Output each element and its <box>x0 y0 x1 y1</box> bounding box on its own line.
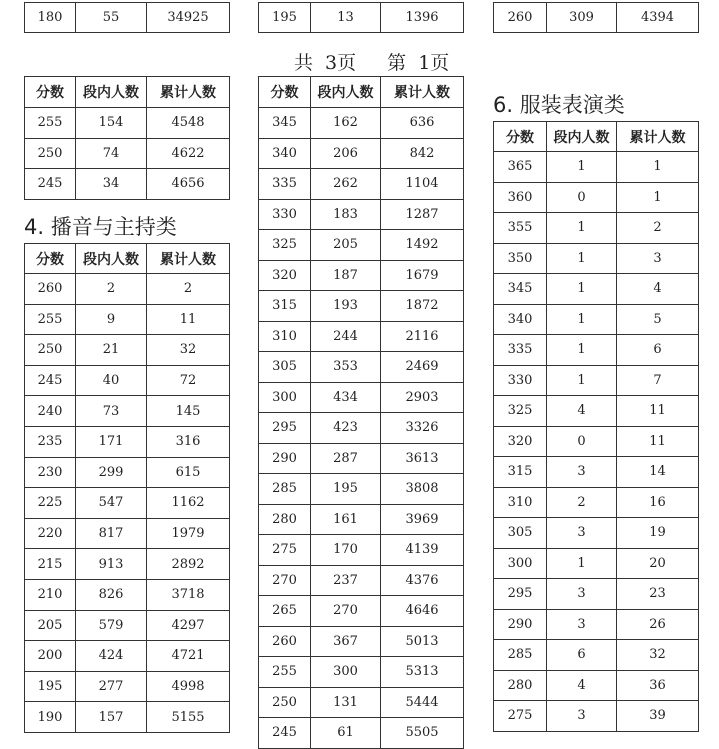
cumulative-count-cell: 4656 <box>147 169 230 200</box>
cumulative-count-cell: 11 <box>617 426 699 457</box>
score-cell: 250 <box>259 687 311 718</box>
segment-count-cell: 3 <box>547 579 617 610</box>
score-cell: 255 <box>25 108 76 139</box>
score-header: 分数 <box>25 244 76 274</box>
page-indicator: 共 3页 第 1页 <box>294 52 450 74</box>
score-cell: 330 <box>259 199 311 230</box>
segment-count-cell: 1 <box>547 548 617 579</box>
segment-count-cell: 270 <box>311 596 381 627</box>
segment-count-cell: 4 <box>547 396 617 427</box>
table-row <box>259 626 464 657</box>
cumulative-count-cell: 2 <box>617 213 699 244</box>
table-row <box>259 596 464 627</box>
cumulative-count-cell: 145 <box>147 396 230 427</box>
segment-count-cell: 423 <box>311 413 381 444</box>
cumulative-count-cell: 32 <box>147 335 230 366</box>
segment-count-cell: 73 <box>76 396 147 427</box>
middle-score-table <box>258 76 464 749</box>
cumulative-count-cell: 1679 <box>381 260 464 291</box>
score-cell: 325 <box>259 230 311 261</box>
table-row <box>494 213 699 244</box>
score-header: 分数 <box>494 122 547 152</box>
segment-count-cell: 287 <box>311 443 381 474</box>
score-cell: 260 <box>25 274 76 305</box>
table-row <box>494 457 699 488</box>
segment-count-cell: 13 <box>311 3 381 33</box>
score-cell: 315 <box>494 457 547 488</box>
segment-count-cell: 61 <box>311 718 381 749</box>
segment-count-cell: 2 <box>76 274 147 305</box>
segment-count-cell: 1 <box>547 243 617 274</box>
cumulative-count-cell: 4998 <box>147 671 230 702</box>
segment-count-cell: 162 <box>311 108 381 139</box>
table-row <box>259 382 464 413</box>
score-cell: 255 <box>25 304 76 335</box>
score-cell: 340 <box>494 304 547 335</box>
table-row <box>494 396 699 427</box>
segment-count-cell: 206 <box>311 138 381 169</box>
table-row <box>25 457 230 488</box>
table-row <box>494 152 699 183</box>
score-header: 分数 <box>259 77 311 108</box>
cumulative-count-cell: 72 <box>147 365 230 396</box>
cumulative-count-cell: 4 <box>617 274 699 305</box>
table-row <box>25 549 230 580</box>
score-cell: 345 <box>494 274 547 305</box>
segment-count-cell: 237 <box>311 565 381 596</box>
segment-count-cell: 434 <box>311 382 381 413</box>
score-cell: 220 <box>25 518 76 549</box>
cumulative-count-cell: 615 <box>147 457 230 488</box>
table-row <box>259 260 464 291</box>
segment-count-cell: 9 <box>76 304 147 335</box>
cumulative-count-cell: 3808 <box>381 474 464 505</box>
table-row <box>259 352 464 383</box>
table-row <box>494 365 699 396</box>
cumulative-count-cell: 1287 <box>381 199 464 230</box>
table-row <box>494 518 699 549</box>
segment-count-cell: 131 <box>311 687 381 718</box>
score-cell: 215 <box>25 549 76 580</box>
score-cell: 245 <box>25 169 76 200</box>
segment-count-header: 段内人数 <box>76 244 147 274</box>
score-cell: 320 <box>494 426 547 457</box>
segment-count-cell: 171 <box>76 426 147 457</box>
score-cell: 180 <box>25 3 76 33</box>
table-row <box>259 718 464 749</box>
segment-count-cell: 154 <box>76 108 147 139</box>
cumulative-count-cell: 842 <box>381 138 464 169</box>
cumulative-count-cell: 4297 <box>147 610 230 641</box>
table-row <box>494 548 699 579</box>
cumulative-count-cell: 34925 <box>147 3 230 33</box>
table-header-row <box>25 244 230 274</box>
segment-count-cell: 21 <box>76 335 147 366</box>
table-row <box>25 365 230 396</box>
segment-count-cell: 1 <box>547 335 617 366</box>
score-cell: 280 <box>494 670 547 701</box>
segment-count-cell: 40 <box>76 365 147 396</box>
score-cell: 290 <box>494 609 547 640</box>
table-row <box>494 579 699 610</box>
cumulative-count-cell: 11 <box>617 396 699 427</box>
segment-count-cell: 817 <box>76 518 147 549</box>
cumulative-count-cell: 5505 <box>381 718 464 749</box>
score-cell: 290 <box>259 443 311 474</box>
table-row <box>494 243 699 274</box>
table-row <box>259 3 464 33</box>
segment-count-header: 段内人数 <box>76 77 147 108</box>
cumulative-count-cell: 316 <box>147 426 230 457</box>
cumulative-count-header: 累计人数 <box>617 122 699 152</box>
segment-count-cell: 1 <box>547 213 617 244</box>
segment-count-cell: 826 <box>76 579 147 610</box>
table-row <box>25 702 230 733</box>
cumulative-count-cell: 6 <box>617 335 699 366</box>
segment-count-cell: 2 <box>547 487 617 518</box>
cumulative-count-cell: 5444 <box>381 687 464 718</box>
segment-count-cell: 277 <box>76 671 147 702</box>
table-row <box>25 138 230 169</box>
cumulative-count-header: 累计人数 <box>147 77 230 108</box>
segment-count-cell: 74 <box>76 138 147 169</box>
table-row <box>25 610 230 641</box>
segment-count-cell: 3 <box>547 518 617 549</box>
score-cell: 280 <box>259 504 311 535</box>
segment-count-cell: 262 <box>311 169 381 200</box>
table-header-row <box>25 77 230 108</box>
top-left-partial-table <box>24 2 230 33</box>
cumulative-count-cell: 4646 <box>381 596 464 627</box>
segment-count-cell: 34 <box>76 169 147 200</box>
broadcasting-score-table <box>24 243 230 733</box>
cumulative-count-cell: 1 <box>617 182 699 213</box>
score-cell: 260 <box>494 3 547 33</box>
table-row <box>259 138 464 169</box>
segment-count-cell: 1 <box>547 152 617 183</box>
cumulative-count-cell: 1104 <box>381 169 464 200</box>
segment-count-cell: 579 <box>76 610 147 641</box>
table-row <box>25 108 230 139</box>
score-cell: 360 <box>494 182 547 213</box>
table-row <box>25 671 230 702</box>
cumulative-count-cell: 636 <box>381 108 464 139</box>
segment-count-cell: 913 <box>76 549 147 580</box>
table-row <box>259 443 464 474</box>
score-cell: 325 <box>494 396 547 427</box>
cumulative-count-cell: 2903 <box>381 382 464 413</box>
segment-count-cell: 353 <box>311 352 381 383</box>
table-row <box>494 304 699 335</box>
table-row <box>259 291 464 322</box>
segment-count-header: 段内人数 <box>311 77 381 108</box>
table-row <box>259 504 464 535</box>
cumulative-count-cell: 3969 <box>381 504 464 535</box>
segment-count-cell: 195 <box>311 474 381 505</box>
score-cell: 335 <box>494 335 547 366</box>
table-header-row <box>494 122 699 152</box>
score-cell: 300 <box>259 382 311 413</box>
table-row <box>25 169 230 200</box>
cumulative-count-cell: 23 <box>617 579 699 610</box>
segment-count-cell: 424 <box>76 641 147 672</box>
segment-count-cell: 193 <box>311 291 381 322</box>
cumulative-count-cell: 4548 <box>147 108 230 139</box>
segment-count-cell: 244 <box>311 321 381 352</box>
cumulative-count-cell: 3718 <box>147 579 230 610</box>
cumulative-count-cell: 16 <box>617 487 699 518</box>
cumulative-count-cell: 4721 <box>147 641 230 672</box>
cumulative-count-cell: 3613 <box>381 443 464 474</box>
table-row <box>494 3 699 33</box>
segment-count-cell: 1 <box>547 304 617 335</box>
score-cell: 190 <box>25 702 76 733</box>
score-cell: 260 <box>259 626 311 657</box>
segment-count-header: 段内人数 <box>547 122 617 152</box>
segment-count-cell: 300 <box>311 657 381 688</box>
cumulative-count-cell: 4622 <box>147 138 230 169</box>
score-cell: 230 <box>25 457 76 488</box>
cumulative-count-cell: 4376 <box>381 565 464 596</box>
score-cell: 205 <box>25 610 76 641</box>
table-row <box>25 579 230 610</box>
table-row <box>259 413 464 444</box>
fashion-show-score-table <box>493 121 699 732</box>
segment-count-cell: 4 <box>547 670 617 701</box>
cumulative-count-cell: 3 <box>617 243 699 274</box>
table-row <box>25 426 230 457</box>
score-cell: 275 <box>494 701 547 732</box>
table-row <box>494 670 699 701</box>
table-row <box>259 108 464 139</box>
table-row <box>25 641 230 672</box>
table-row <box>494 701 699 732</box>
segment-count-cell: 0 <box>547 182 617 213</box>
table-row <box>494 335 699 366</box>
table-row <box>259 687 464 718</box>
segment-count-cell: 170 <box>311 535 381 566</box>
score-cell: 335 <box>259 169 311 200</box>
segment-count-cell: 309 <box>547 3 617 33</box>
section-title-broadcasting: 4. 播音与主持类 <box>24 215 177 239</box>
table-row <box>259 230 464 261</box>
score-cell: 305 <box>259 352 311 383</box>
cumulative-count-cell: 1 <box>617 152 699 183</box>
table-row <box>494 640 699 671</box>
table-row <box>259 535 464 566</box>
score-cell: 270 <box>259 565 311 596</box>
cumulative-count-cell: 4394 <box>617 3 699 33</box>
cumulative-count-header: 累计人数 <box>147 244 230 274</box>
score-cell: 350 <box>494 243 547 274</box>
score-cell: 320 <box>259 260 311 291</box>
table-row <box>259 321 464 352</box>
cumulative-count-cell: 3326 <box>381 413 464 444</box>
cumulative-count-cell: 5013 <box>381 626 464 657</box>
segment-count-cell: 183 <box>311 199 381 230</box>
score-cell: 300 <box>494 548 547 579</box>
segment-count-cell: 161 <box>311 504 381 535</box>
segment-count-cell: 0 <box>547 426 617 457</box>
segment-count-cell: 187 <box>311 260 381 291</box>
score-cell: 255 <box>259 657 311 688</box>
score-cell: 310 <box>259 321 311 352</box>
cumulative-count-cell: 4139 <box>381 535 464 566</box>
segment-count-cell: 1 <box>547 365 617 396</box>
score-cell: 365 <box>494 152 547 183</box>
table-row <box>494 274 699 305</box>
score-cell: 330 <box>494 365 547 396</box>
table-row <box>25 518 230 549</box>
cumulative-count-cell: 1492 <box>381 230 464 261</box>
score-cell: 225 <box>25 488 76 519</box>
score-cell: 285 <box>494 640 547 671</box>
table-row <box>494 487 699 518</box>
table-row <box>259 199 464 230</box>
cumulative-count-cell: 5 <box>617 304 699 335</box>
segment-count-cell: 367 <box>311 626 381 657</box>
cumulative-count-cell: 2 <box>147 274 230 305</box>
table-row <box>25 274 230 305</box>
score-cell: 245 <box>259 718 311 749</box>
cumulative-count-cell: 2469 <box>381 352 464 383</box>
segment-count-cell: 547 <box>76 488 147 519</box>
cumulative-count-cell: 1162 <box>147 488 230 519</box>
table-row <box>25 3 230 33</box>
cumulative-count-cell: 20 <box>617 548 699 579</box>
segment-count-cell: 3 <box>547 457 617 488</box>
segment-count-cell: 55 <box>76 3 147 33</box>
cumulative-count-cell: 7 <box>617 365 699 396</box>
table-row <box>494 609 699 640</box>
score-cell: 250 <box>25 138 76 169</box>
cumulative-count-cell: 32 <box>617 640 699 671</box>
score-cell: 245 <box>25 365 76 396</box>
score-cell: 345 <box>259 108 311 139</box>
segment-count-cell: 299 <box>76 457 147 488</box>
table-row <box>259 657 464 688</box>
cumulative-count-cell: 5155 <box>147 702 230 733</box>
table-row <box>259 474 464 505</box>
score-cell: 310 <box>494 487 547 518</box>
score-cell: 195 <box>259 3 311 33</box>
score-cell: 340 <box>259 138 311 169</box>
score-cell: 275 <box>259 535 311 566</box>
table-row <box>259 565 464 596</box>
segment-count-cell: 6 <box>547 640 617 671</box>
table-header-row <box>259 77 464 108</box>
segment-count-cell: 157 <box>76 702 147 733</box>
score-cell: 240 <box>25 396 76 427</box>
score-cell: 195 <box>25 671 76 702</box>
score-cell: 305 <box>494 518 547 549</box>
score-cell: 295 <box>259 413 311 444</box>
cumulative-count-cell: 2116 <box>381 321 464 352</box>
score-cell: 295 <box>494 579 547 610</box>
cumulative-count-cell: 1872 <box>381 291 464 322</box>
score-cell: 210 <box>25 579 76 610</box>
cumulative-count-cell: 1979 <box>147 518 230 549</box>
score-header: 分数 <box>25 77 76 108</box>
section-title-fashion-show: 6. 服装表演类 <box>493 93 625 117</box>
table-row <box>25 488 230 519</box>
cumulative-count-header: 累计人数 <box>381 77 464 108</box>
cumulative-count-cell: 39 <box>617 701 699 732</box>
top-middle-partial-table <box>258 2 464 33</box>
segment-count-cell: 205 <box>311 230 381 261</box>
cumulative-count-cell: 26 <box>617 609 699 640</box>
cumulative-count-cell: 14 <box>617 457 699 488</box>
score-cell: 355 <box>494 213 547 244</box>
cumulative-count-cell: 2892 <box>147 549 230 580</box>
cumulative-count-cell: 1396 <box>381 3 464 33</box>
table-row <box>25 335 230 366</box>
cumulative-count-cell: 11 <box>147 304 230 335</box>
cumulative-count-cell: 5313 <box>381 657 464 688</box>
table-row <box>25 396 230 427</box>
cumulative-count-cell: 36 <box>617 670 699 701</box>
score-cell: 315 <box>259 291 311 322</box>
table-row <box>259 169 464 200</box>
score-cell: 235 <box>25 426 76 457</box>
score-cell: 265 <box>259 596 311 627</box>
left-score-table <box>24 76 230 200</box>
table-row <box>494 426 699 457</box>
segment-count-cell: 1 <box>547 274 617 305</box>
table-row <box>25 304 230 335</box>
score-cell: 200 <box>25 641 76 672</box>
score-cell: 250 <box>25 335 76 366</box>
cumulative-count-cell: 19 <box>617 518 699 549</box>
segment-count-cell: 3 <box>547 609 617 640</box>
top-right-partial-table <box>493 2 699 33</box>
score-cell: 285 <box>259 474 311 505</box>
table-row <box>494 182 699 213</box>
segment-count-cell: 3 <box>547 701 617 732</box>
